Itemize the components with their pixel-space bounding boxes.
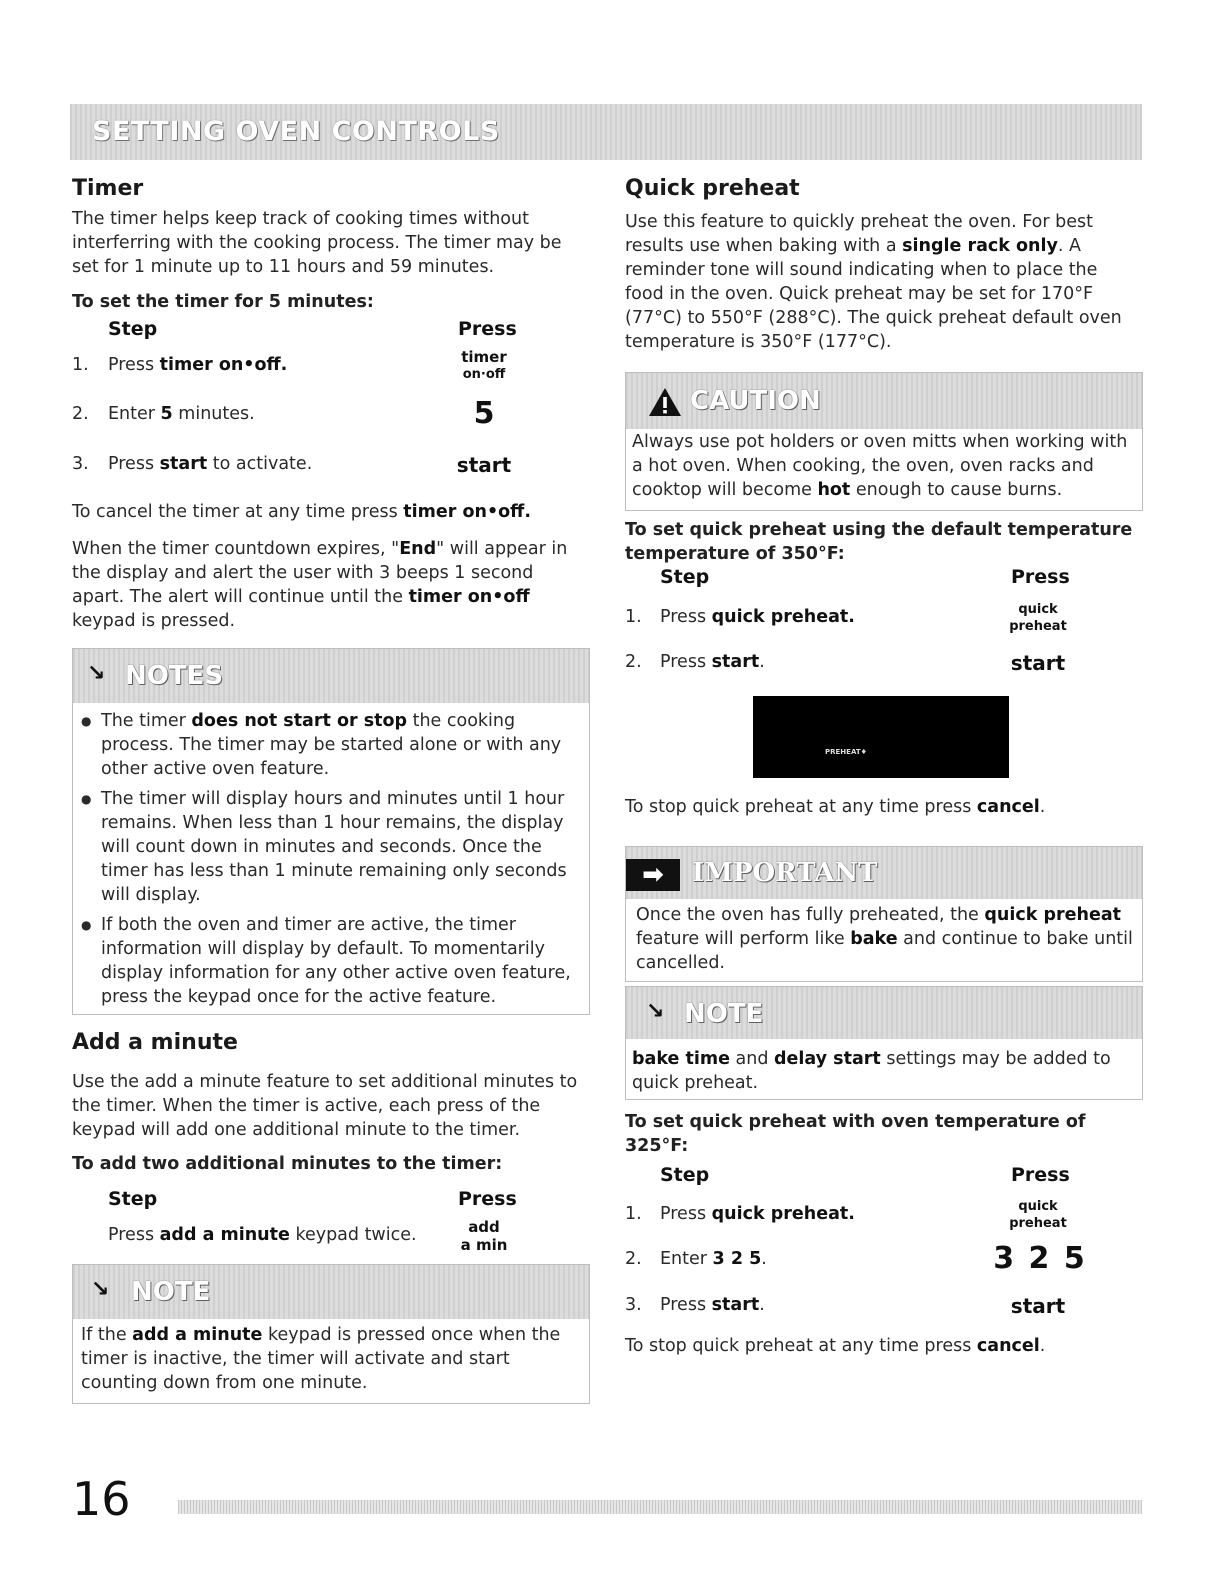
arrow-right-icon: ➡ xyxy=(626,859,680,891)
key-label-line2: preheat xyxy=(1009,619,1067,634)
add-minute-heading: Add a minute xyxy=(72,1030,238,1055)
note-body: bake time and delay start settings may be added to quick preheat. xyxy=(632,1049,1111,1093)
timer-heading: Timer xyxy=(72,176,144,201)
important-box xyxy=(625,846,1143,982)
caution-body: Always use pot holders or oven mitts when working with a hot oven. When cooking, the oven, oven racks and cooktop will become hot enough to cause burns. xyxy=(632,432,1128,500)
key-label-line1: quick xyxy=(1018,1199,1058,1214)
timer-intro: The timer helps keep track of cooking times without interferring with the cooking process. The timer may be set for 1 minute up to 11 hours and 59 minutes. xyxy=(72,209,562,277)
timer-step-number: 2. xyxy=(72,404,89,424)
timer-step-text: Press timer on•off. xyxy=(108,355,288,375)
key-label-line1: timer xyxy=(461,348,507,366)
timer-on-off-keypad xyxy=(452,348,516,384)
add-minute-intro: Use the add a minute feature to set additional minutes to the timer. When the timer is active, each press of the keypad will add one additional minute to the timer. xyxy=(72,1072,578,1140)
qp-step-text: Press start. xyxy=(660,652,765,672)
add-minute-step-text: Press add a minute keypad twice. xyxy=(108,1225,417,1245)
note-box-left xyxy=(72,1264,590,1404)
add-a-min-keypad xyxy=(452,1218,516,1254)
warning-icon xyxy=(648,387,682,417)
note-label: NOTE xyxy=(131,1277,211,1307)
timer-subtitle: To set the timer for 5 minutes: xyxy=(72,292,374,312)
pushpin-icon: ↘ xyxy=(646,999,665,1024)
timer-step-header: Step xyxy=(108,318,158,340)
timer-step-text: Press start to activate. xyxy=(108,454,313,474)
important-header xyxy=(626,847,1142,899)
display-text: PREHEAT♦ xyxy=(825,748,867,756)
list-item: ● If both the oven and timer are active, the timer information will display by default. To momentarily display information for any other active oven feature, press the keypad once for the active feature. xyxy=(75,913,580,1009)
digit-5-keypad: 5 xyxy=(473,396,495,431)
notes-label: NOTES xyxy=(125,661,224,691)
start-keypad: start xyxy=(456,453,512,477)
qp2-stop-text: To stop quick preheat at any time press cancel. xyxy=(625,1336,1046,1356)
key-label-line1: add xyxy=(468,1218,500,1236)
notes-header xyxy=(73,649,589,703)
important-body: Once the oven has fully preheated, the quick preheat feature will perform like bake and continue to bake until cancelled. xyxy=(636,905,1133,973)
page-number: 16 xyxy=(72,1472,131,1526)
add-minute-step-header: Step xyxy=(108,1188,158,1210)
qp2-press-header: Press xyxy=(1011,1164,1070,1186)
notes-body xyxy=(75,709,580,1015)
qp-press-header: Press xyxy=(1011,566,1070,588)
qp2-step-text: Press quick preheat. xyxy=(660,1204,855,1224)
key-label-line2: a min xyxy=(460,1236,508,1254)
timer-press-header: Press xyxy=(458,318,517,340)
list-item: ● The timer will display hours and minutes until 1 hour remains. When less than 1 hour remains, the display will count down in minutes and seconds. Once the timer has less than 1 minute remaining only seconds will display. xyxy=(75,787,580,907)
footer-rule xyxy=(178,1500,1142,1514)
qp2-step-number: 3. xyxy=(625,1295,642,1315)
section-title: SETTING OVEN CONTROLS xyxy=(92,116,500,147)
timer-cancel-text: To cancel the timer at any time press timer on•off. xyxy=(72,502,531,522)
start-keypad: start xyxy=(1010,651,1066,675)
quick-preheat-keypad xyxy=(1000,601,1076,635)
digits-325-keypad: 3 2 5 xyxy=(993,1241,1085,1276)
qp-step-number: 1. xyxy=(625,607,642,627)
start-keypad: start xyxy=(1010,1294,1066,1318)
qp-stop-text: To stop quick preheat at any time press cancel. xyxy=(625,797,1046,817)
caution-header xyxy=(626,373,1142,429)
note-label: NOTE xyxy=(684,999,764,1029)
key-label-line1: quick xyxy=(1018,602,1058,617)
add-minute-subtitle: To add two additional minutes to the timer: xyxy=(72,1154,503,1174)
key-label-line2: preheat xyxy=(1009,1216,1067,1231)
oven-display xyxy=(753,696,1009,778)
list-item: ● The timer does not start or stop the cooking process. The timer may be started alone or with any other active oven feature. xyxy=(75,709,580,781)
quick-preheat-default-subtitle: To set quick preheat using the default temperature temperature of 350°F: xyxy=(625,520,1133,564)
quick-preheat-keypad xyxy=(1000,1198,1076,1232)
pushpin-icon: ↘ xyxy=(91,1277,110,1302)
qp-step-text: Press quick preheat. xyxy=(660,607,855,627)
section-banner xyxy=(70,104,1142,160)
note-header xyxy=(73,1265,589,1319)
note-header xyxy=(626,987,1142,1039)
quick-preheat-intro: Use this feature to quickly preheat the oven. For best results use when baking with a single rack only. A reminder tone will sound indicating when to place the food in the oven. Quick preheat may be set for 170°F (77°C) to 550°F (288°C). The quick preheat default oven temperature is 350°F (177°C). xyxy=(625,212,1122,352)
key-label-line2: on·off xyxy=(462,367,506,382)
qp2-step-text: Press start. xyxy=(660,1295,765,1315)
qp-step-number: 2. xyxy=(625,652,642,672)
note-body: If the add a minute keypad is pressed once when the timer is inactive, the timer will activate and start counting down from one minute. xyxy=(81,1325,561,1393)
notes-box xyxy=(72,648,590,1015)
quick-preheat-heading: Quick preheat xyxy=(625,176,800,201)
qp2-step-number: 2. xyxy=(625,1249,642,1269)
timer-step-number: 1. xyxy=(72,355,89,375)
important-label: IMPORTANT xyxy=(692,858,878,888)
quick-preheat-325-subtitle: To set quick preheat with oven temperature of 325°F: xyxy=(625,1112,1086,1156)
timer-expire-text: When the timer countdown expires, "End" will appear in the display and alert the user with 3 beeps 1 second apart. The alert will continue until the timer on•off keypad is pressed. xyxy=(72,539,568,631)
caution-label: CAUTION xyxy=(690,386,821,416)
note-box-right xyxy=(625,986,1143,1100)
timer-step-number: 3. xyxy=(72,454,89,474)
qp2-step-text: Enter 3 2 5. xyxy=(660,1249,767,1269)
add-minute-press-header: Press xyxy=(458,1188,517,1210)
timer-step-text: Enter 5 minutes. xyxy=(108,404,255,424)
qp2-step-header: Step xyxy=(660,1164,710,1186)
qp2-step-number: 1. xyxy=(625,1204,642,1224)
caution-box xyxy=(625,372,1143,511)
pushpin-icon: ↘ xyxy=(87,661,106,686)
qp-step-header: Step xyxy=(660,566,710,588)
